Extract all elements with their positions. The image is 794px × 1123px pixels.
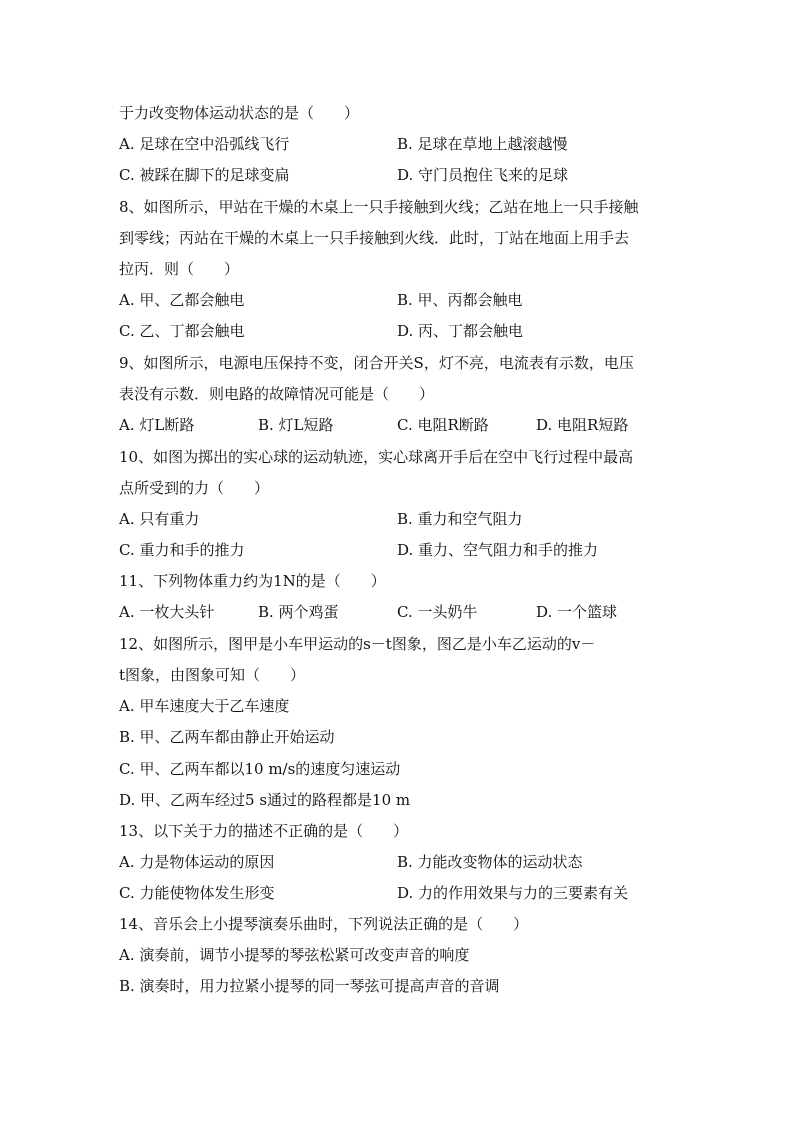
q12-option-d: D. 甲、乙两车经过5 s通过的路程都是10 m (119, 791, 411, 809)
q12-stem-line1: 12、如图所示，图甲是小车甲运动的s－t图象，图乙是小车乙运动的v－ (119, 635, 596, 653)
q8-option-c: C. 乙、丁都会触电 (119, 322, 245, 340)
q10-option-d: D. 重力、空气阻力和手的推力 (397, 541, 599, 559)
q7-option-a: A. 足球在空中沿弧线飞行 (119, 135, 290, 153)
q10-stem-line1: 10、如图为掷出的实心球的运动轨迹，实心球离开手后在空中飞行过程中最高 (119, 448, 634, 466)
q8-option-a: A. 甲、乙都会触电 (119, 291, 245, 309)
q11-stem: 11、下列物体重力约为1N的是（ ） (119, 572, 386, 590)
q7-stem: 于力改变物体运动状态的是（ ） (119, 104, 360, 122)
q10-option-b: B. 重力和空气阻力 (397, 510, 523, 528)
q7-option-b: B. 足球在草地上越滚越慢 (397, 135, 568, 153)
q9-stem-line2: 表没有示数．则电路的故障情况可能是（ ） (119, 385, 435, 403)
q8-stem-line3: 拉丙．则（ ） (119, 260, 240, 278)
q13-stem: 13、以下关于力的描述不正确的是（ ） (119, 822, 409, 840)
q9-option-c: C. 电阻R断路 (397, 416, 489, 434)
q13-option-a: A. 力是物体运动的原因 (119, 853, 275, 871)
q13-option-d: D. 力的作用效果与力的三要素有关 (397, 884, 629, 902)
q8-stem-line2: 到零线；丙站在干燥的木桌上一只手接触到火线．此时，丁站在地面上用手去 (119, 229, 630, 247)
q7-option-d: D. 守门员抱住飞来的足球 (397, 166, 569, 184)
q7-option-c: C. 被踩在脚下的足球变扁 (119, 166, 290, 184)
q11-option-b: B. 两个鸡蛋 (258, 603, 339, 621)
q11-option-d: D. 一个篮球 (536, 603, 618, 621)
q9-option-b: B. 灯L短路 (258, 416, 334, 434)
q12-option-c: C. 甲、乙两车都以10 m/s的速度匀速运动 (119, 760, 401, 778)
q11-option-a: A. 一枚大头针 (119, 603, 215, 621)
q8-option-d: D. 丙、丁都会触电 (397, 322, 524, 340)
q10-option-a: A. 只有重力 (119, 510, 200, 528)
q12-option-a: A. 甲车速度大于乙车速度 (119, 697, 290, 715)
q14-option-b: B. 演奏时，用力拉紧小提琴的同一琴弦可提高声音的音调 (119, 977, 500, 995)
q9-stem-line1: 9、如图所示，电源电压保持不变，闭合开关S，灯不亮，电流表有示数，电压 (119, 354, 634, 372)
q10-stem-line2: 点所受到的力（ ） (119, 479, 270, 497)
q12-option-b: B. 甲、乙两车都由静止开始运动 (119, 728, 335, 746)
q11-option-c: C. 一头奶牛 (397, 603, 478, 621)
q14-stem: 14、音乐会上小提琴演奏乐曲时，下列说法正确的是（ ） (119, 915, 529, 933)
q13-option-b: B. 力能改变物体的运动状态 (397, 853, 583, 871)
q8-stem-line1: 8、如图所示，甲站在干燥的木桌上一只手接触到火线；乙站在地上一只手接触 (119, 198, 639, 216)
q9-option-a: A. 灯L断路 (119, 416, 195, 434)
q8-option-b: B. 甲、丙都会触电 (397, 291, 523, 309)
q10-option-c: C. 重力和手的推力 (119, 541, 245, 559)
q14-option-a: A. 演奏前，调节小提琴的琴弦松紧可改变声音的响度 (119, 946, 470, 964)
q12-stem-line2: t图象，由图象可知（ ） (119, 666, 306, 684)
q13-option-c: C. 力能使物体发生形变 (119, 884, 275, 902)
q9-option-d: D. 电阻R短路 (536, 416, 629, 434)
